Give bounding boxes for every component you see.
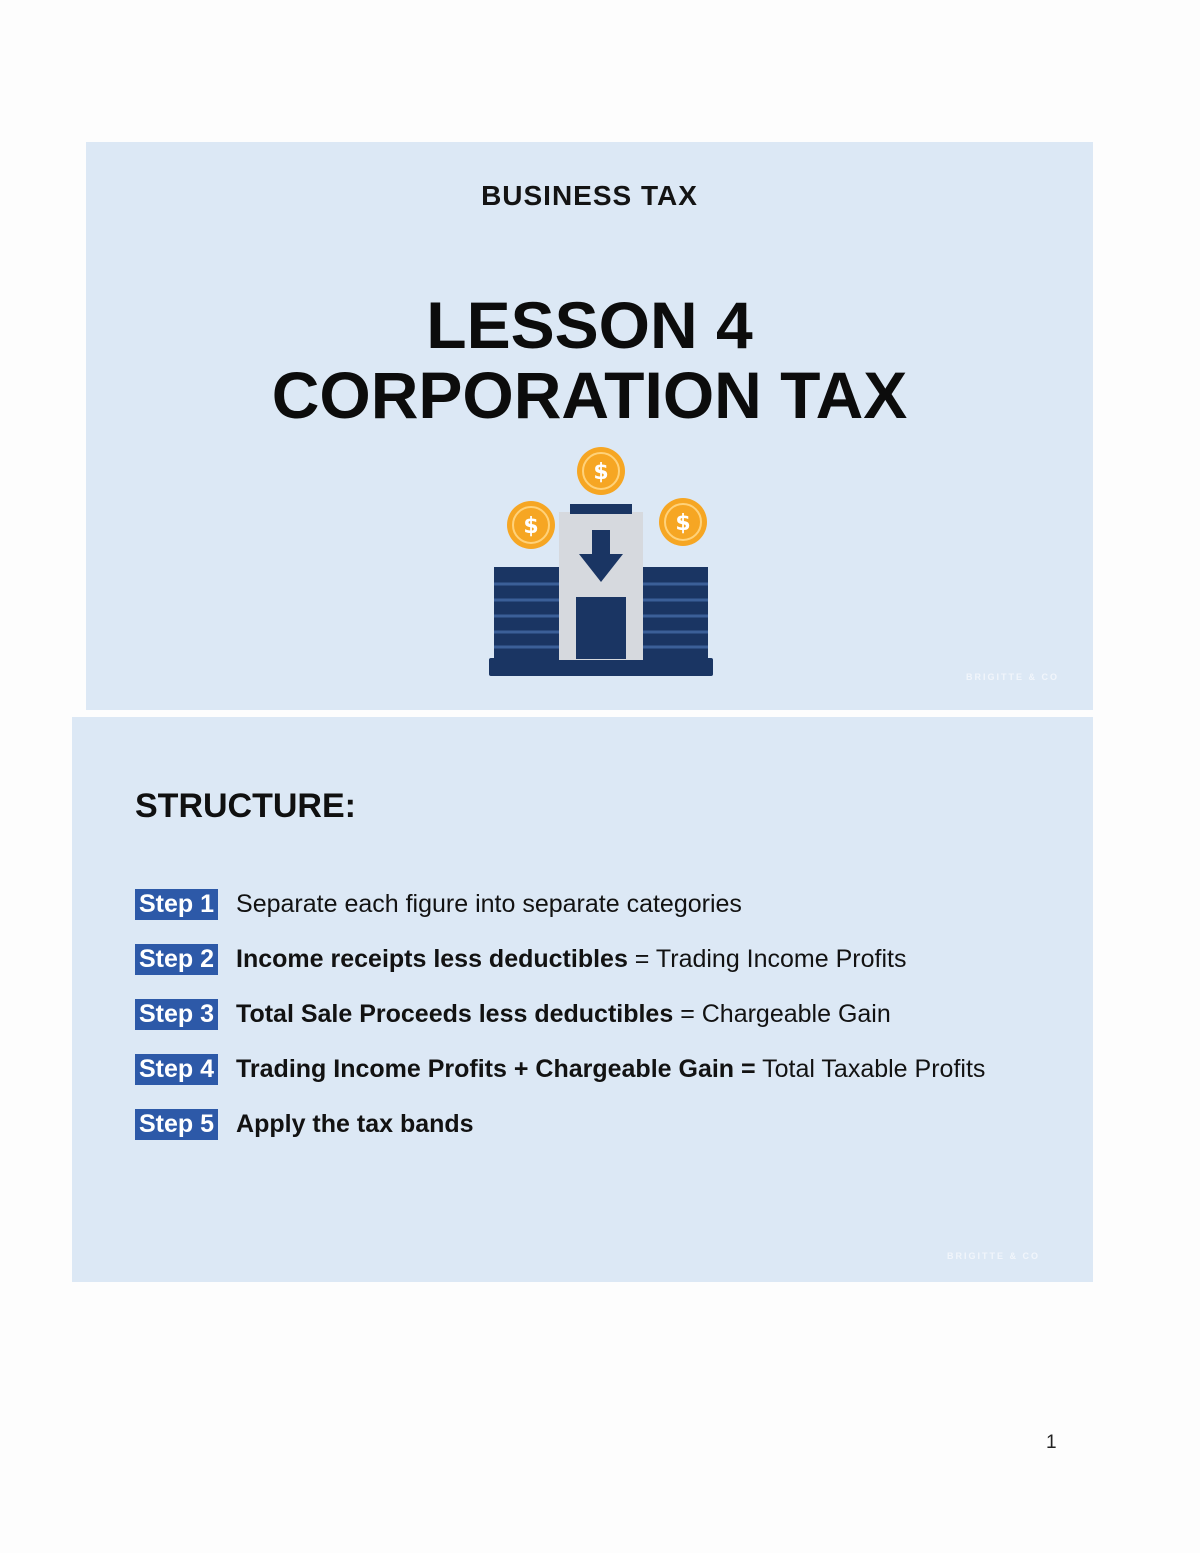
title-slide bbox=[86, 142, 1093, 710]
step-row bbox=[135, 1042, 1073, 1097]
step-row bbox=[135, 987, 1073, 1042]
step-badge: Step 5 bbox=[135, 1109, 218, 1140]
svg-text:$: $ bbox=[675, 511, 691, 536]
step-description: Trading Income Profits + Chargeable Gain = Total Taxable Profits bbox=[236, 1055, 986, 1083]
step-row bbox=[135, 1097, 1073, 1152]
lesson-title-line-1: LESSON 4 bbox=[426, 288, 753, 362]
corporation-tax-building-icon bbox=[486, 442, 716, 682]
svg-text:$: $ bbox=[523, 514, 539, 539]
watermark: BRIGITTE & CO bbox=[966, 672, 1059, 682]
step-description: Apply the tax bands bbox=[236, 1110, 474, 1138]
watermark: BRIGITTE & CO bbox=[947, 1251, 1040, 1261]
step-row bbox=[135, 932, 1073, 987]
steps-list bbox=[135, 877, 1073, 1152]
structure-heading: STRUCTURE: bbox=[135, 787, 356, 825]
page-number: 1 bbox=[1046, 1432, 1057, 1453]
svg-text:$: $ bbox=[593, 460, 609, 485]
subject-label: BUSINESS TAX bbox=[481, 180, 698, 211]
step-badge: Step 2 bbox=[135, 944, 218, 975]
step-row bbox=[135, 877, 1073, 932]
step-description: Total Sale Proceeds less deductibles = Chargeable Gain bbox=[236, 1000, 891, 1028]
step-badge: Step 3 bbox=[135, 999, 218, 1030]
step-badge: Step 4 bbox=[135, 1054, 218, 1085]
step-description: Separate each figure into separate categories bbox=[236, 890, 742, 918]
structure-slide bbox=[72, 717, 1093, 1282]
step-badge: Step 1 bbox=[135, 889, 218, 920]
step-description: Income receipts less deductibles = Trading Income Profits bbox=[236, 945, 907, 973]
lesson-title-line-2: CORPORATION TAX bbox=[271, 358, 908, 432]
